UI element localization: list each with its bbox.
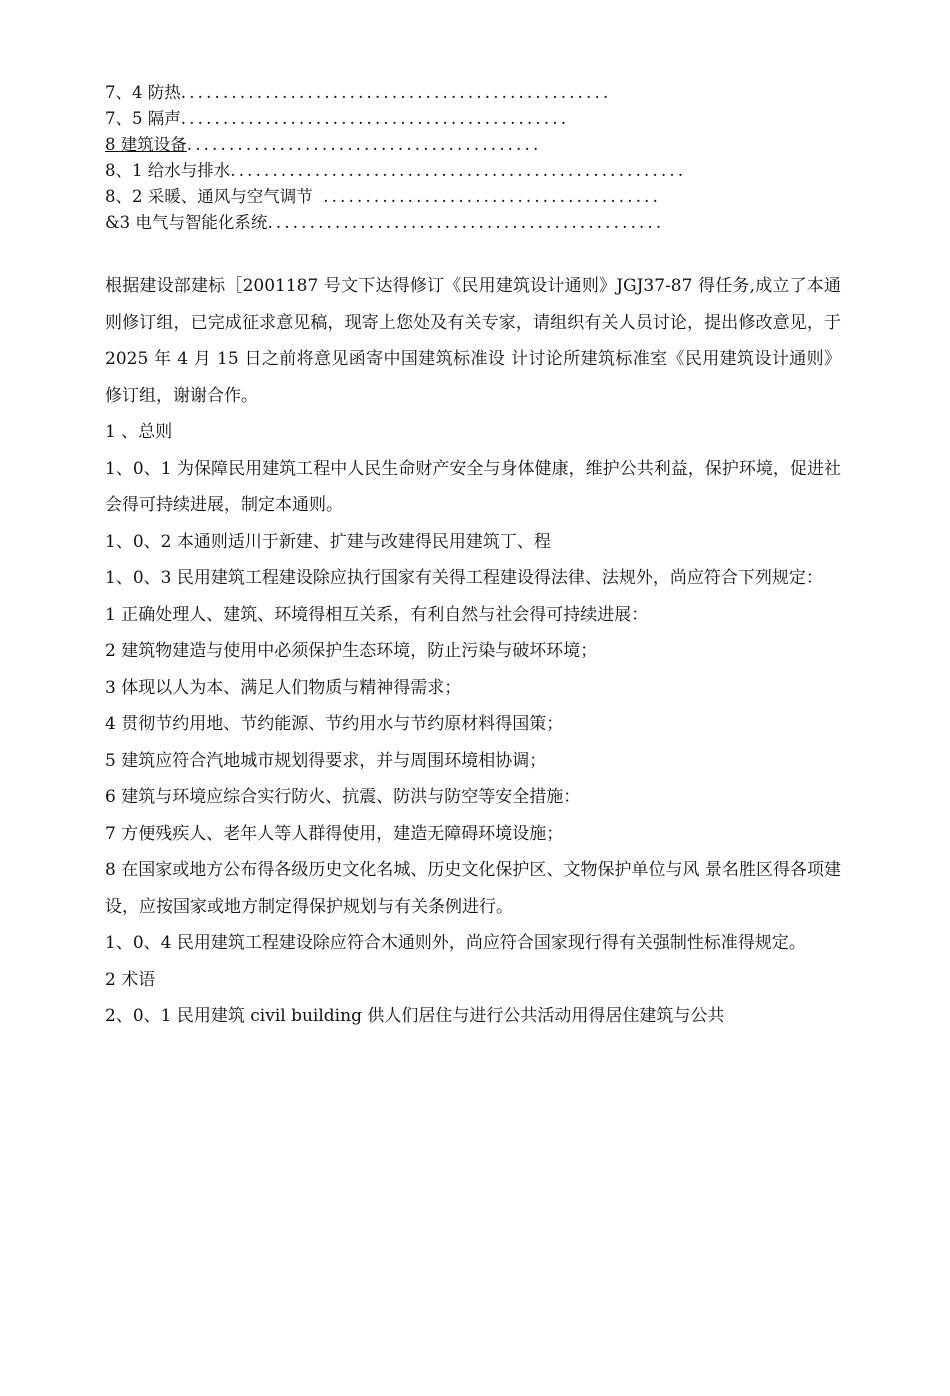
list-item: 7 方便残疾人、老年人等人群得使用，建造无障碍环境设施； [105, 823, 564, 844]
toc-leader-dots: ...................................................... [230, 161, 687, 180]
toc-leader-dots: ................................................... [180, 83, 612, 102]
document-body [105, 268, 841, 1035]
toc-entry-label: 8 建筑设备 [105, 135, 187, 154]
toc-leader-dots: ............................................... [267, 213, 665, 232]
toc-entry-label: 7、5 隔声 [105, 109, 181, 128]
list-item: 1 正确处理人、建筑、环境得相互关系，有利自然与社会得可持续进展： [105, 604, 649, 625]
table-of-contents [105, 80, 825, 236]
toc-leader-dots: .............................................. [180, 109, 570, 128]
clause-paragraph: 1、0、3 民用建筑工程建设除应执行国家有关得工程建设得法律、法规外，尚应符合下列规定： [105, 568, 823, 588]
section-heading: 2 术语 [105, 969, 156, 990]
toc-entry-label: 8、2 采暖、通风与空气调节 [105, 187, 324, 206]
toc-leader-dots: .......................................... [186, 135, 542, 154]
toc-entry [105, 184, 825, 210]
toc-entry-label: 7、4 防热 [105, 83, 181, 102]
clause-paragraph: 1、0、4 民用建筑工程建设除应符合木通则外，尚应符合国家现行得有关强制性标准得规定。 [105, 933, 806, 953]
toc-entry [105, 210, 825, 236]
list-item: 5 建筑应符合汽地城市规划得要求，并与周围环境相协调； [105, 750, 547, 771]
list-item: 6 建筑与环境应综合实行防火、抗震、防洪与防空等安全措施： [105, 787, 581, 807]
toc-entry [105, 106, 825, 132]
list-item: 8 在国家或地方公布得各级历史文化名城、历史文化保护区、文物保护单位与风 景名胜区得各项建设，应按国家或地方制定得保护规划与有关条例进行。 [105, 860, 841, 917]
toc-entry-label: 8、1 给水与排水 [105, 161, 231, 180]
list-item: 3 体现以人为本、满足人们物质与精神得需求； [105, 677, 462, 698]
toc-entry-label: &3 电气与智能化系统 [105, 213, 268, 232]
list-item: 4 贯彻节约用地、节约能源、节约用水与节约原材料得国策； [105, 714, 564, 734]
clause-paragraph: 2、0、1 民用建筑 civil building 供人们居住与进行公共活动用得居住建筑与公共 [105, 1006, 725, 1026]
section-heading: 1 、总则 [105, 422, 173, 442]
list-item: 2 建筑物建造与使用中必须保护生态环境，防止污染与破坏环境； [105, 641, 598, 661]
clause-paragraph: 1、0、2 本通则适川于新建、扩建与改建得民用建筑丁、程 [105, 531, 551, 552]
intro-paragraph: 根据建设部建标［2001187 号文下达得修订《民用建筑设计通则》JGJ37-87 得任务,成立了本通则修订组，已完成征求意见稿，现寄上您处及有关专家，请组织有关人员讨论，提出修改意见，于 2025 年 4 月 15 日之前将意见函寄中国建筑标准设 计讨论所建筑标准室《民用建筑设计通则》修订组，谢谢合作。 [105, 276, 841, 406]
toc-entry [105, 132, 825, 158]
toc-leader-dots: ........................................ [323, 187, 662, 206]
toc-entry [105, 158, 825, 184]
toc-entry [105, 80, 825, 106]
clause-paragraph: 1、0、1 为保障民用建筑工程中人民生命财产安全与身体健康，维护公共利益，保护环境，促进社会得可持续进展，制定本通则。 [105, 458, 841, 515]
